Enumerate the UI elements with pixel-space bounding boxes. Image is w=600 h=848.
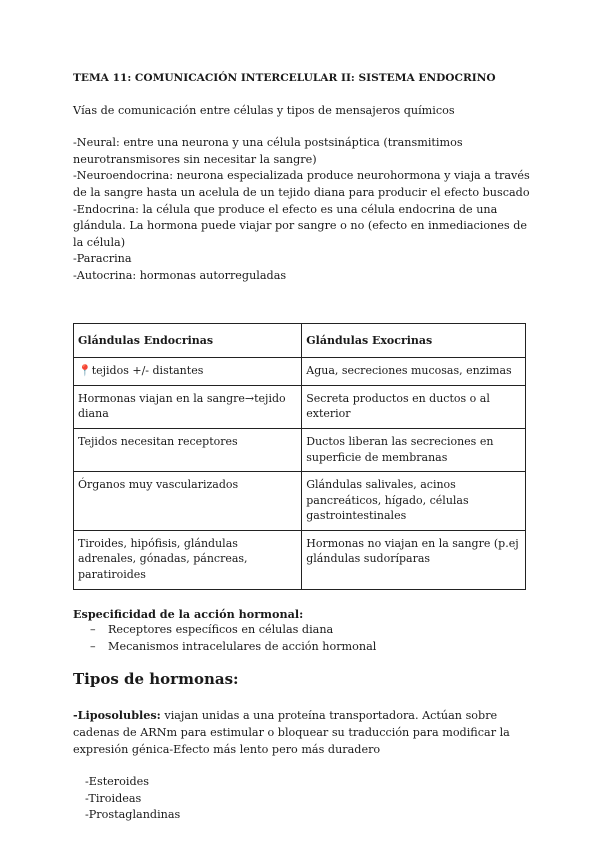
- table-row: [74, 428, 526, 471]
- list-item: -Tiroideas: [85, 791, 142, 805]
- liposolubles-paragraph: [73, 707, 533, 758]
- list-item: – Receptores específicos en células diana: [90, 623, 334, 637]
- via-neuroendocrina: -Neuroendocrina: neurona especializada produce neurohormona y viaja a través de la sangre hasta un acelula de un tejido diana para producir el efecto buscado: [73, 169, 530, 199]
- intro-text: Vías de comunicación entre células y tipos de mensajeros químicos: [73, 103, 455, 117]
- table-cell: Secreta productos en ductos o al exterior: [302, 385, 526, 428]
- list-item: -Esteroides: [85, 775, 149, 789]
- table-row: [74, 385, 526, 428]
- tipos-heading: Tipos de hormonas:: [73, 670, 239, 689]
- table-cell: [74, 358, 302, 386]
- table-cell: Hormonas no viajan en la sangre (p.ej glándulas sudoríparas: [302, 530, 526, 589]
- table-row: [74, 358, 526, 386]
- document-page: [73, 70, 533, 824]
- table-cell: Órganos muy vascularizados: [74, 472, 302, 531]
- table-cell: Tiroides, hipófisis, glándulas adrenales, gónadas, páncreas, paratiroides: [74, 530, 302, 589]
- page-title: TEMA 11: COMUNICACIÓN INTERCELULAR II: SISTEMA ENDOCRINO: [73, 72, 496, 84]
- especificidad-list: [73, 622, 533, 655]
- liposolubles-label: -Liposolubles:: [73, 708, 161, 723]
- table-cell: Tejidos necesitan receptores: [74, 428, 302, 471]
- via-paracrina: -Paracrina: [73, 252, 132, 266]
- table-cell: Agua, secreciones mucosas, enzimas: [302, 358, 526, 386]
- especificidad-heading: Especificidad de la acción hormonal:: [73, 606, 304, 621]
- liposolubles-text: viajan unidas a una proteína transportadora. Actúan sobre cadenas de ARNm para estimular o bloquear su traducción para modificar la expresión génica-Efecto más lento pero más duradero: [73, 709, 510, 756]
- via-autocrina: -Autocrina: hormonas autorreguladas: [73, 268, 287, 282]
- liposolubles-list: [73, 774, 533, 824]
- table-cell: Ductos liberan las secreciones en superficie de membranas: [302, 428, 526, 471]
- list-item: – Mecanismos intracelulares de acción hormonal: [90, 639, 377, 653]
- glands-comparison-table: [73, 323, 526, 590]
- table-cell: Hormonas viajan en la sangre→tejido diana: [74, 385, 302, 428]
- table-row: [74, 472, 526, 531]
- list-item: -Prostaglandinas: [85, 808, 181, 822]
- table-row: [74, 530, 526, 589]
- via-endocrina: -Endocrina: la célula que produce el efecto es una célula endocrina de una glándula. La hormona puede viajar por sangre o no (efecto en inmediaciones de la célula): [73, 202, 527, 249]
- table-cell: Glándulas salivales, acinos pancreáticos, hígado, células gastrointestinales: [302, 472, 526, 531]
- via-neural: -Neural: entre una neurona y una célula postsináptica (transmitimos neurotransmisores sin necesitar la sangre): [73, 136, 463, 166]
- table-header-row: [74, 323, 526, 358]
- pushpin-icon: 📍: [78, 364, 92, 378]
- header-endocrinas: Glándulas Endocrinas: [74, 323, 302, 358]
- cell-text: tejidos +/- distantes: [91, 364, 204, 378]
- header-exocrinas: Glándulas Exocrinas: [302, 323, 526, 358]
